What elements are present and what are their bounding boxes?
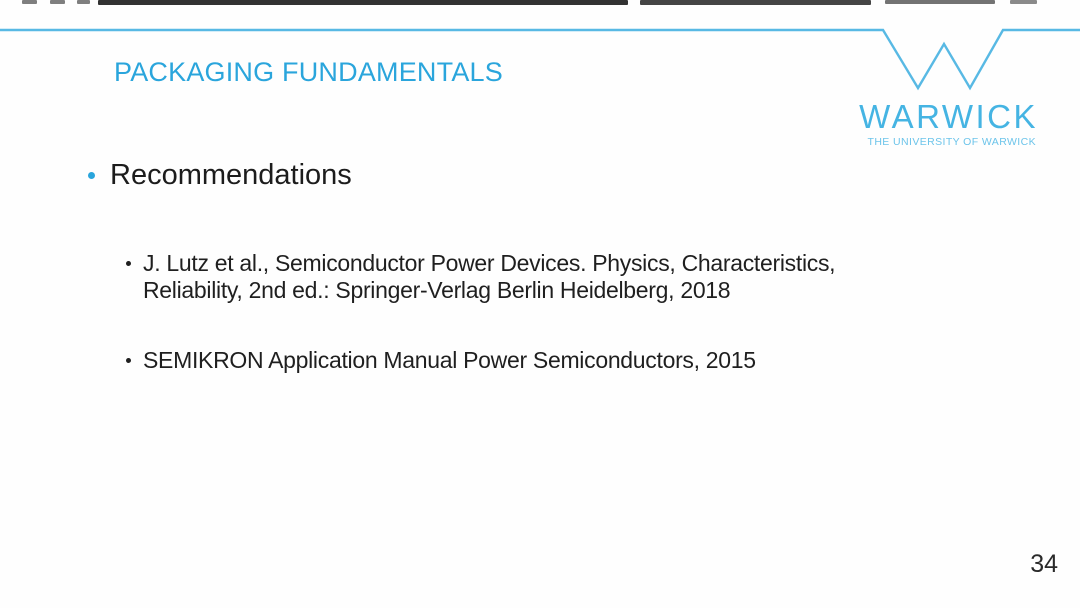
citation-line: J. Lutz et al., Semiconductor Power Devices. Physics, Characteristics,	[143, 250, 836, 276]
heading-label: Recommendations	[110, 159, 352, 191]
citation-item	[126, 347, 936, 374]
bullet-dot-icon	[126, 261, 131, 266]
slide-title: PACKAGING FUNDAMENTALS	[114, 57, 503, 87]
warwick-logo	[859, 100, 1038, 148]
bullet-dot-icon	[126, 358, 131, 363]
citation-line: Reliability, 2nd ed.: Springer-Verlag Berlin Heidelberg, 2018	[143, 277, 731, 303]
bullet-dot-icon	[88, 172, 95, 179]
citation-list	[126, 250, 936, 374]
recommendations-heading	[88, 158, 352, 193]
warwick-wordmark: WARWICK	[859, 98, 1038, 135]
page-number: 34	[1030, 550, 1058, 578]
citation-line: SEMIKRON Application Manual Power Semiconductors, 2015	[143, 347, 756, 373]
warwick-tagline: THE UNIVERSITY OF WARWICK	[867, 136, 1036, 148]
citation-item	[126, 250, 936, 304]
